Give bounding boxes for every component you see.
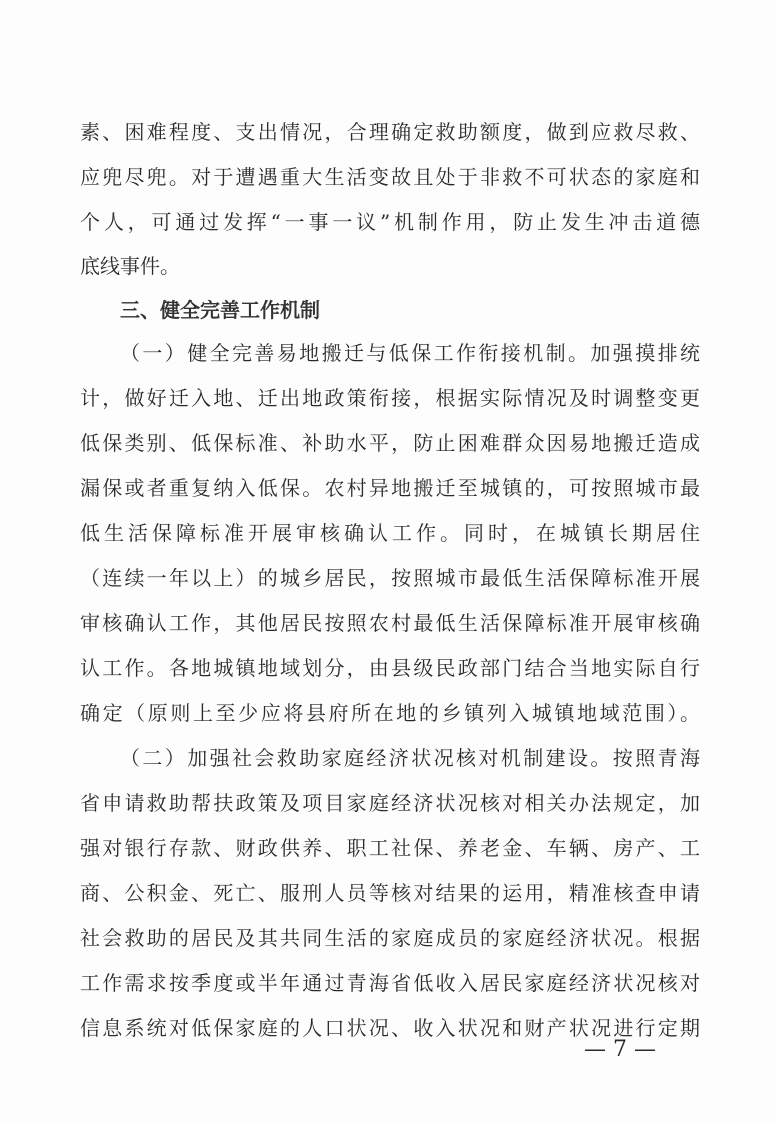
body-text-line-19: 社会救助的居民及其共同生活的家庭成员的家庭经济状况。根据 — [80, 926, 700, 950]
body-text-line-21: 信息系统对低保家庭的人口状况、收入状况和财产状况进行定期 — [80, 1016, 700, 1040]
section-heading: 三、健全完善工作机制 — [120, 298, 320, 322]
body-text-line-14: 确定（原则上至少应将县府所在地的乡镇列入城镇地域范围）。 — [80, 701, 700, 725]
body-text-line-17: 强对银行存款、财政供养、职工社保、养老金、车辆、房产、工 — [80, 836, 700, 860]
body-text-line-2: 应兜尽兜。对于遭遇重大生活变故且处于非救不可状态的家庭和 — [80, 165, 700, 189]
body-text-line-9: 漏保或者重复纳入低保。农村异地搬迁至城镇的，可按照城市最 — [80, 476, 700, 500]
body-text-line-1: 素、困难程度、支出情况，合理确定救助额度，做到应救尽救、 — [80, 120, 700, 144]
body-text-line-8: 低保类别、低保标准、补助水平，防止困难群众因易地搬迁造成 — [80, 431, 700, 455]
body-text-line-18: 商、公积金、死亡、服刑人员等核对结果的运用，精准核查申请 — [80, 881, 700, 905]
body-text-line-16: 省申请救助帮扶政策及项目家庭经济状况核对相关办法规定，加 — [80, 791, 700, 815]
body-text-line-4: 底线事件。 — [80, 254, 180, 278]
body-text-line-15: （二）加强社会救助家庭经济状况核对机制建设。按照青海 — [120, 746, 700, 770]
body-text-line-7: 计，做好迁入地、迁出地政策衔接，根据实际情况及时调整变更 — [80, 386, 700, 410]
page-number: — 7 — — [584, 1037, 656, 1062]
body-text-line-12: 审核确认工作，其他居民按照农村最低生活保障标准开展审核确 — [80, 611, 700, 635]
body-text-line-13: 认工作。各地城镇地域划分，由县级民政部门结合当地实际自行 — [80, 656, 700, 680]
body-text-line-20: 工作需求按季度或半年通过青海省低收入居民家庭经济状况核对 — [80, 971, 700, 995]
body-text-line-11: （连续一年以上）的城乡居民，按照城市最低生活保障标准开展 — [80, 566, 700, 590]
body-text-line-6: （一）健全完善易地搬迁与低保工作衔接机制。加强摸排统 — [120, 341, 700, 365]
body-text-line-3: 个人，可通过发挥“一事一议”机制作用，防止发生冲击道德 — [80, 210, 700, 234]
body-text-line-10: 低生活保障标准开展审核确认工作。同时，在城镇长期居住 — [80, 521, 700, 545]
